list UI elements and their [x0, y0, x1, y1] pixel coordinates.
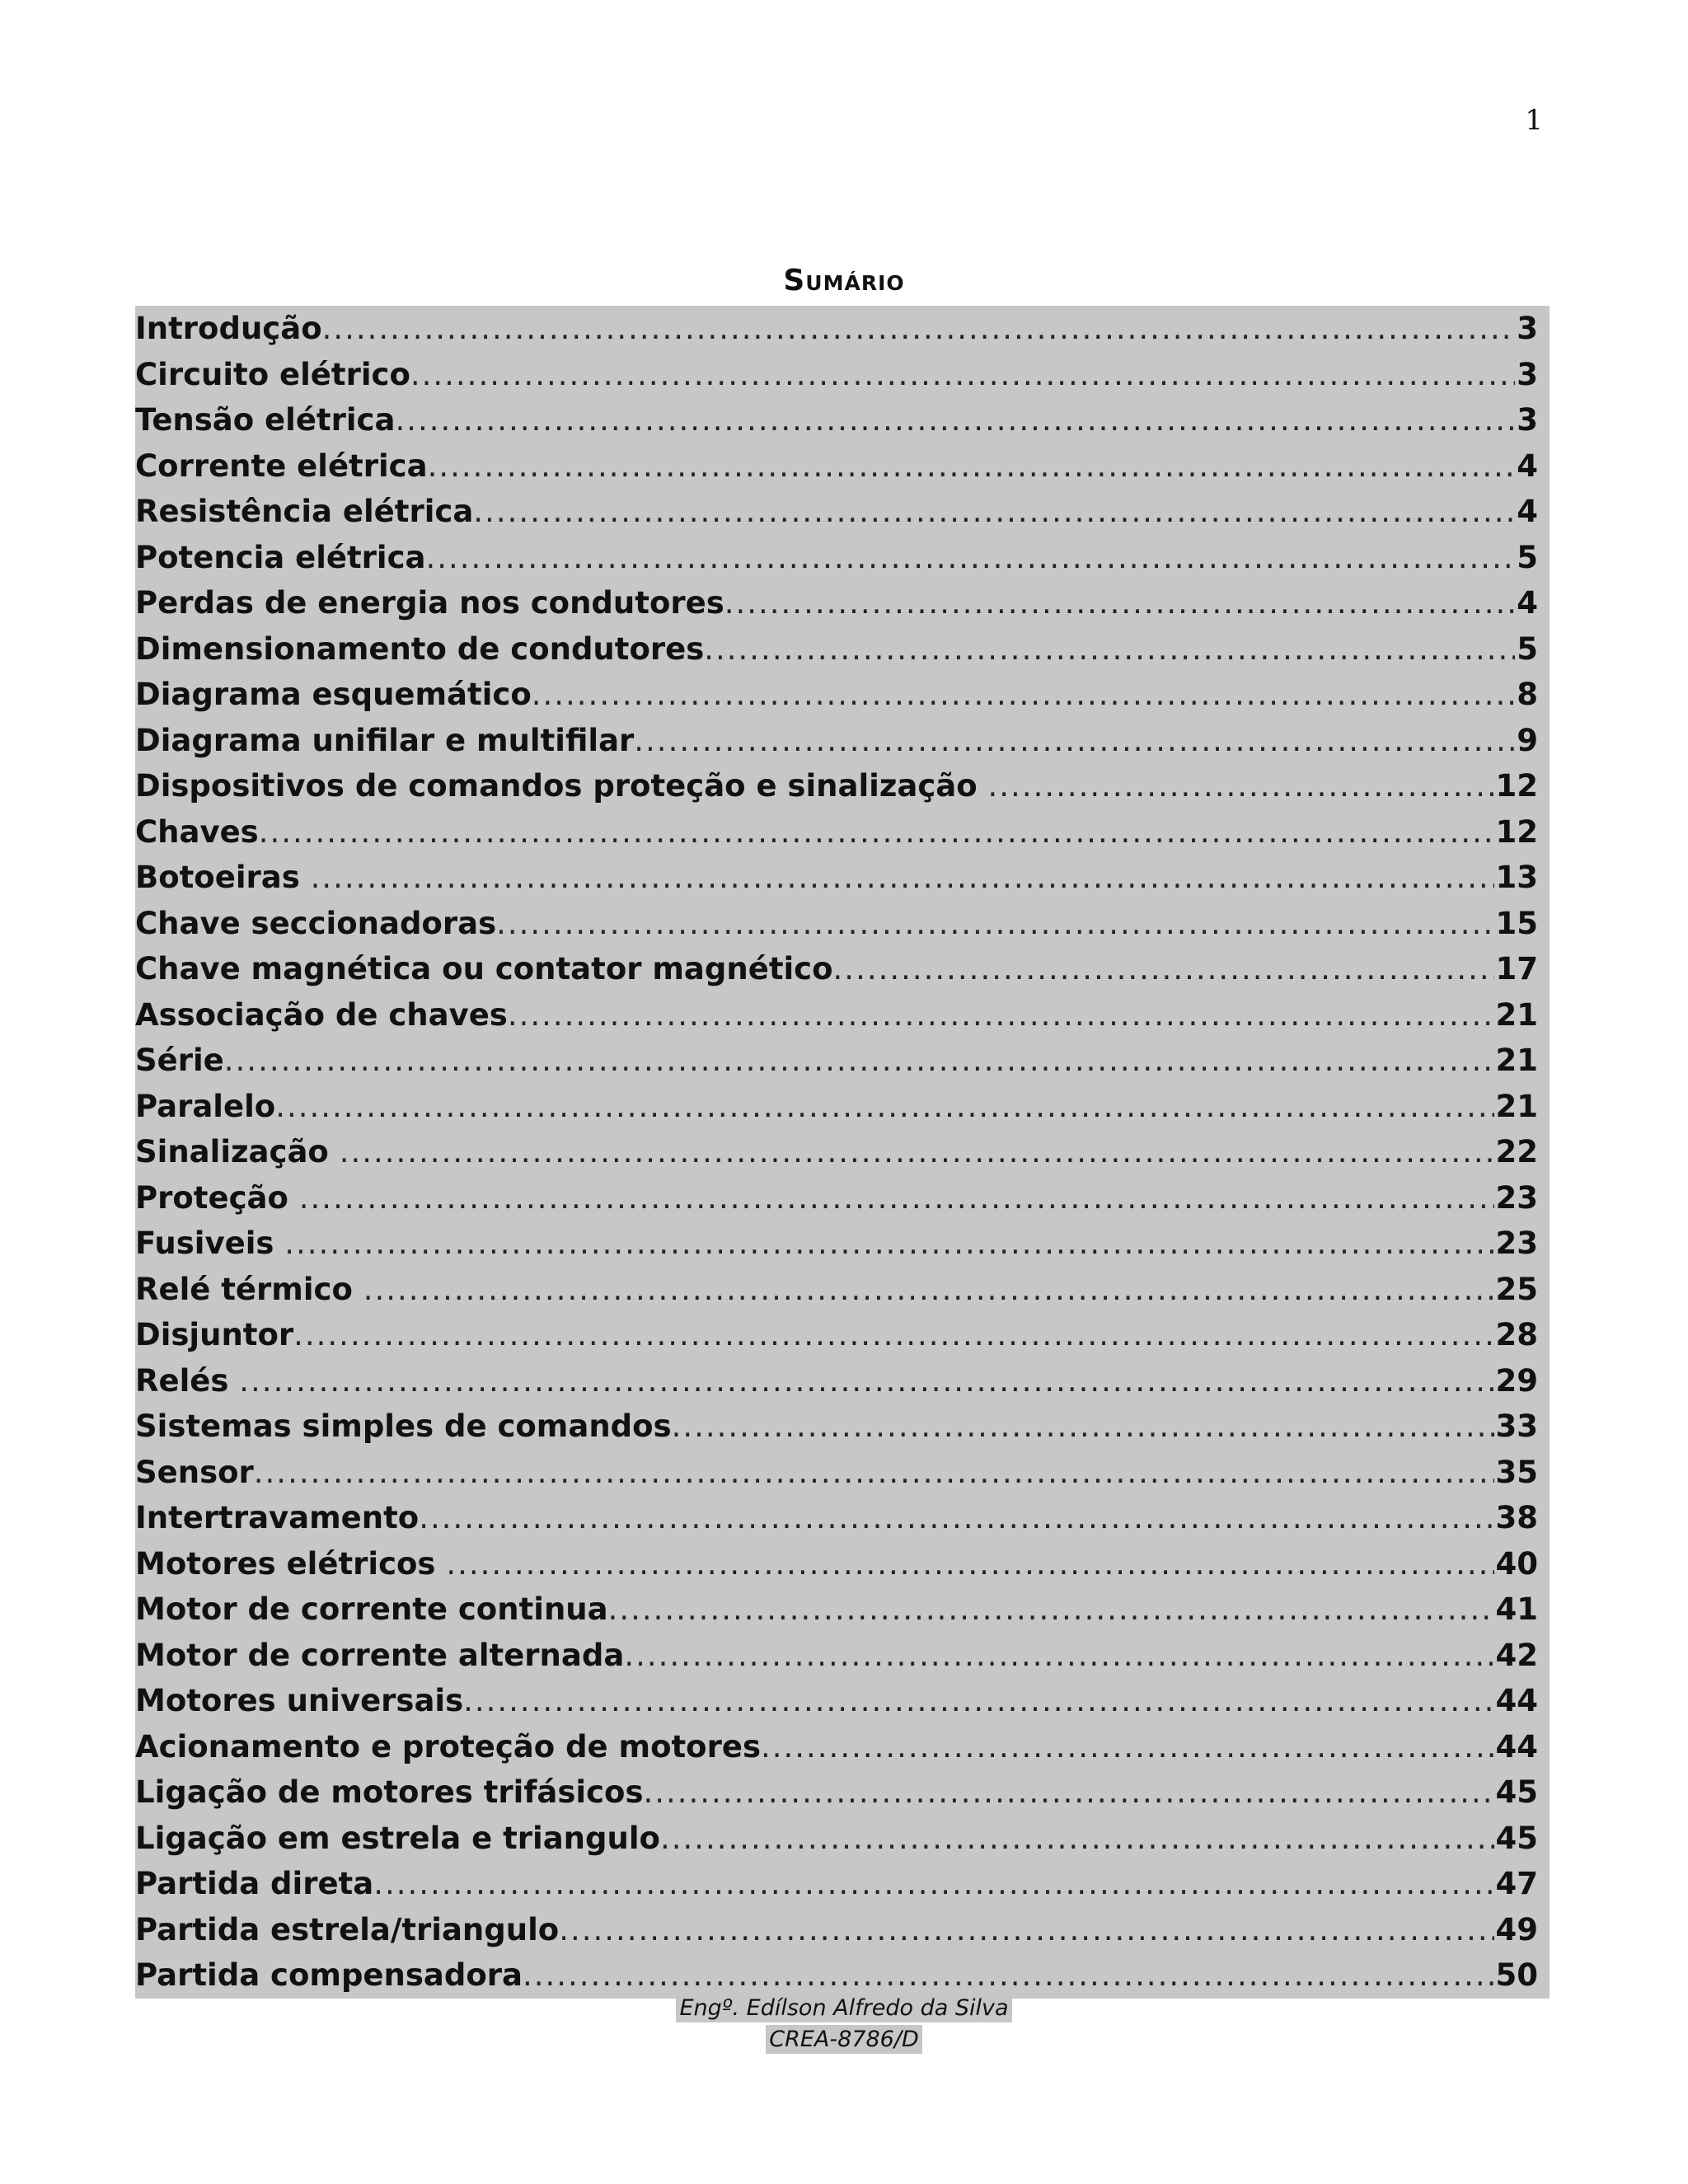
toc-entry-leader-dots — [660, 1821, 1494, 1856]
toc-entry — [135, 1450, 1550, 1496]
toc-entry-leader-dots — [761, 1729, 1494, 1765]
toc-entry-page-number: 29 — [1495, 1362, 1538, 1399]
toc-entry — [135, 535, 1550, 581]
toc-entry — [135, 352, 1550, 398]
toc-entry-page-number: 3 — [1517, 402, 1538, 438]
toc-entry-leader-dots — [988, 768, 1494, 804]
toc-entry — [135, 1541, 1550, 1587]
toc-entry — [135, 1175, 1550, 1221]
toc-entry-leader-dots — [624, 1638, 1493, 1673]
toc-entry-label: Perdas de energia nos condutores — [135, 585, 724, 621]
toc-entry — [135, 1678, 1550, 1724]
footer-registration: CREA-8786/D — [766, 2025, 922, 2054]
toc-entry-label: Dimensionamento de condutores — [135, 630, 705, 667]
toc-entry-leader-dots — [299, 1180, 1494, 1216]
toc-entry-label: Motores universais — [135, 1683, 464, 1719]
toc-entry-leader-dots — [704, 631, 1515, 667]
toc-entry-page-number: 49 — [1495, 1911, 1538, 1947]
toc-entry-label: Diagrama unifilar e multifilar — [135, 722, 635, 758]
toc-entry — [135, 1724, 1550, 1770]
toc-entry-label: Chaves — [135, 813, 259, 850]
toc-entry-page-number: 4 — [1517, 448, 1538, 484]
toc-entry-page-number: 44 — [1495, 1683, 1538, 1719]
toc-entry-page-number: 28 — [1495, 1317, 1538, 1353]
toc-entry — [135, 1267, 1550, 1313]
toc-entry-page-number: 42 — [1495, 1637, 1538, 1673]
toc-entry-page-number: 44 — [1495, 1728, 1538, 1765]
toc-entry — [135, 855, 1550, 901]
toc-entry-leader-dots — [224, 1043, 1494, 1078]
toc-entry-leader-dots — [608, 1591, 1494, 1627]
toc-entry-leader-dots — [833, 951, 1494, 987]
toc-entry-label: Relé térmico — [135, 1271, 363, 1307]
toc-entry-leader-dots — [395, 402, 1515, 438]
toc-entry-page-number: 8 — [1517, 677, 1538, 713]
toc-entry-leader-dots — [259, 814, 1494, 850]
toc-entry — [135, 443, 1550, 490]
toc-entry-page-number: 22 — [1495, 1134, 1538, 1170]
toc-entry — [135, 306, 1550, 352]
toc-entry-page-number: 47 — [1495, 1866, 1538, 1902]
toc-entry-label: Relés — [135, 1362, 240, 1399]
toc-entry-label: Motor de corrente alternada — [135, 1637, 625, 1673]
toc-entry-leader-dots — [363, 1272, 1494, 1307]
toc-entry-label: Intertravamento — [135, 1500, 420, 1536]
toc-entry-label: Chave seccionadoras — [135, 905, 497, 941]
toc-entry-leader-dots — [532, 677, 1516, 712]
toc-entry — [135, 489, 1550, 535]
toc-entry-leader-dots — [239, 1363, 1493, 1399]
toc-entry-page-number: 3 — [1517, 356, 1538, 392]
toc-entry-label: Disjuntor — [135, 1317, 294, 1353]
toc-entry-leader-dots — [473, 494, 1515, 529]
toc-entry-leader-dots — [508, 997, 1494, 1033]
toc-entry — [135, 946, 1550, 992]
footer — [0, 1993, 1688, 2055]
toc-entry-page-number: 25 — [1495, 1271, 1538, 1307]
toc-entry — [135, 1861, 1550, 1907]
toc-entry-label: Potencia elétrica — [135, 539, 426, 575]
toc-entry-label: Partida estrela/triangulo — [135, 1911, 560, 1947]
toc-entry — [135, 397, 1550, 443]
toc-entry-leader-dots — [643, 1774, 1493, 1810]
toc-entry-leader-dots — [426, 540, 1516, 575]
toc-entry — [135, 1495, 1550, 1541]
toc-entry-label: Motores elétricos — [135, 1545, 447, 1582]
toc-entry-page-number: 12 — [1495, 768, 1538, 804]
toc-entry-page-number: 15 — [1495, 905, 1538, 941]
toc-entry-page-number: 17 — [1495, 951, 1538, 987]
toc-entry-leader-dots — [523, 1957, 1494, 1993]
toc-entry-page-number: 40 — [1495, 1545, 1538, 1582]
toc-entry-label: Série — [135, 1043, 224, 1079]
table-of-contents — [135, 306, 1550, 1999]
toc-entry-leader-dots — [373, 1866, 1493, 1901]
toc-entry-label: Sistemas simples de comandos — [135, 1408, 672, 1445]
toc-entry-label: Ligação em estrela e triangulo — [135, 1820, 660, 1856]
toc-entry-leader-dots — [724, 585, 1516, 621]
toc-title: Sumário — [783, 264, 905, 298]
toc-entry-page-number: 23 — [1495, 1226, 1538, 1262]
toc-entry-page-number: 5 — [1517, 539, 1538, 575]
toc-entry-label: Sensor — [135, 1454, 254, 1490]
toc-entry — [135, 1404, 1550, 1450]
toc-entry-label: Introdução — [135, 311, 322, 347]
toc-entry-label: Partida compensadora — [135, 1957, 523, 1994]
toc-entry-page-number: 5 — [1517, 630, 1538, 667]
toc-entry-page-number: 21 — [1495, 1043, 1538, 1079]
toc-entry — [135, 672, 1550, 718]
toc-entry-page-number: 45 — [1495, 1820, 1538, 1856]
toc-entry — [135, 1221, 1550, 1267]
toc-entry-label: Tensão elétrica — [135, 402, 396, 438]
toc-entry-page-number: 9 — [1517, 722, 1538, 758]
toc-entry-leader-dots — [254, 1455, 1494, 1490]
toc-entry-label: Ligação de motores trifásicos — [135, 1774, 644, 1811]
toc-entry-page-number: 3 — [1517, 311, 1538, 347]
toc-entry-label: Resistência elétrica — [135, 494, 474, 530]
toc-entry-leader-dots — [275, 1089, 1493, 1124]
toc-entry-page-number: 50 — [1495, 1957, 1538, 1994]
toc-entry — [135, 809, 1550, 855]
toc-entry-page-number: 21 — [1495, 1088, 1538, 1124]
toc-entry — [135, 1952, 1550, 1999]
toc-entry-page-number: 13 — [1495, 860, 1538, 896]
toc-entry-label: Partida direta — [135, 1866, 374, 1902]
toc-entry-label: Acionamento e proteção de motores — [135, 1728, 761, 1765]
toc-entry-label: Dispositivos de comandos proteção e sinalização — [135, 768, 988, 804]
toc-entry-label: Sinalização — [135, 1134, 340, 1170]
toc-entry-page-number: 33 — [1495, 1408, 1538, 1445]
toc-entry-page-number: 41 — [1495, 1591, 1538, 1628]
toc-entry — [135, 1358, 1550, 1404]
toc-entry — [135, 992, 1550, 1038]
toc-entry-leader-dots — [340, 1134, 1494, 1169]
toc-entry-leader-dots — [446, 1546, 1493, 1582]
page-number: 1 — [1525, 104, 1543, 137]
toc-entry-leader-dots — [496, 906, 1493, 941]
toc-entry-label: Proteção — [135, 1179, 299, 1216]
toc-entry-label: Diagrama esquemático — [135, 677, 532, 713]
toc-entry-leader-dots — [311, 860, 1494, 895]
toc-entry — [135, 1633, 1550, 1679]
toc-entry-label: Chave magnética ou contator magnético — [135, 951, 833, 987]
toc-entry-leader-dots — [284, 1226, 1493, 1261]
toc-entry-page-number: 4 — [1517, 494, 1538, 530]
toc-entry-page-number: 4 — [1517, 585, 1538, 621]
toc-entry-leader-dots — [672, 1408, 1494, 1444]
toc-entry — [135, 1586, 1550, 1633]
toc-entry-page-number: 38 — [1495, 1500, 1538, 1536]
footer-author: Engº. Edílson Alfredo da Silva — [676, 1994, 1011, 2022]
toc-entry-leader-dots — [410, 357, 1515, 392]
toc-entry-leader-dots — [463, 1683, 1493, 1718]
toc-entry-label: Circuito elétrico — [135, 356, 410, 392]
toc-entry-page-number: 21 — [1495, 996, 1538, 1033]
toc-entry-label: Paralelo — [135, 1088, 276, 1124]
toc-entry — [135, 580, 1550, 626]
toc-entry-label: Fusiveis — [135, 1226, 285, 1262]
toc-entry — [135, 626, 1550, 673]
toc-entry-leader-dots — [634, 723, 1515, 758]
toc-entry-leader-dots — [419, 1500, 1493, 1535]
toc-entry-page-number: 23 — [1495, 1179, 1538, 1216]
toc-entry — [135, 1816, 1550, 1862]
toc-entry-page-number: 45 — [1495, 1774, 1538, 1811]
toc-entry — [135, 1084, 1550, 1130]
toc-entry — [135, 763, 1550, 809]
toc-entry-leader-dots — [559, 1912, 1493, 1947]
toc-entry-leader-dots — [428, 448, 1516, 484]
toc-entry-label: Corrente elétrica — [135, 448, 428, 484]
toc-entry — [135, 1769, 1550, 1816]
toc-entry-leader-dots — [322, 311, 1516, 346]
toc-entry — [135, 1129, 1550, 1175]
toc-entry-label: Motor de corrente continua — [135, 1591, 608, 1628]
toc-entry-page-number: 12 — [1495, 813, 1538, 850]
toc-entry — [135, 1907, 1550, 1953]
toc-entry-label: Associação de chaves — [135, 996, 508, 1033]
toc-entry-label: Botoeiras — [135, 860, 311, 896]
toc-entry-page-number: 35 — [1495, 1454, 1538, 1490]
toc-entry — [135, 901, 1550, 947]
toc-entry — [135, 718, 1550, 764]
toc-entry — [135, 1038, 1550, 1084]
toc-entry — [135, 1312, 1550, 1358]
toc-entry-leader-dots — [293, 1317, 1493, 1352]
